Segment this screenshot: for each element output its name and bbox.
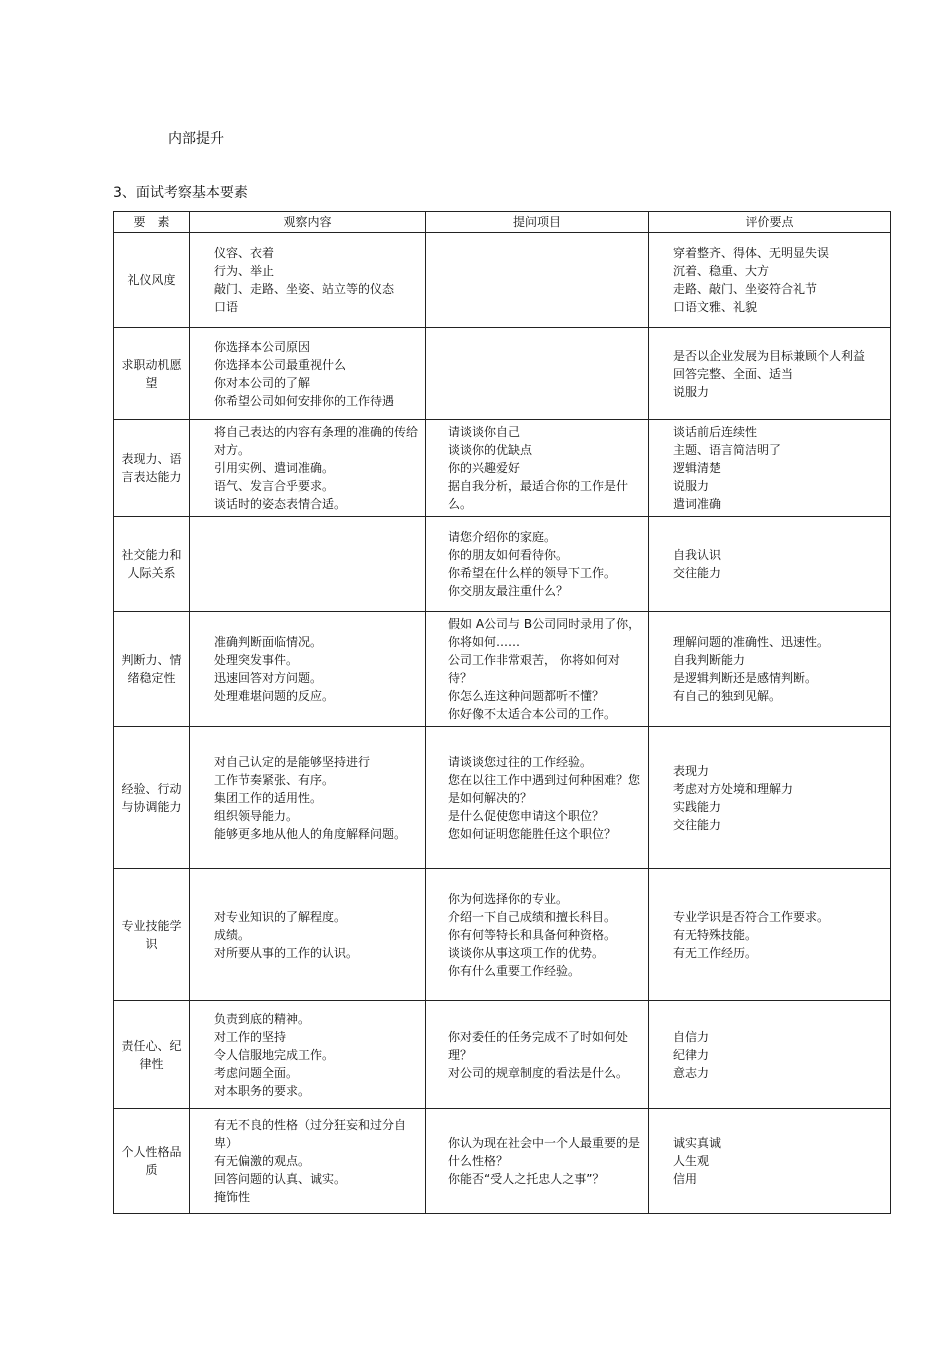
evaluation-cell <box>649 1001 891 1109</box>
observe-line: 你选择本公司最重视什么 <box>214 357 347 372</box>
observe-line: 引用实例、遣词准确。 <box>214 461 335 475</box>
table-row <box>114 869 891 1001</box>
questions-line: 你有什么重要工作经验。 <box>448 963 581 978</box>
element-label: 求职动机愿望 <box>121 357 182 390</box>
evaluation-line: 信用 <box>673 1172 698 1186</box>
observe-line: 令人信服地完成工作。 <box>214 1047 335 1062</box>
evaluation-cell <box>649 612 891 727</box>
observe-line: 对工作的坚持 <box>214 1029 287 1044</box>
evaluation-line: 有自己的独到见解。 <box>673 689 782 703</box>
evaluation-line: 考虑对方处境和理解力 <box>673 781 794 796</box>
observe-line: 对专业知识的了解程度。 <box>214 909 347 924</box>
questions-line: 公司工作非常艰苦， 你将如何对待？ <box>448 653 620 685</box>
table-header-row <box>114 212 891 233</box>
evaluation-line: 自我判断能力 <box>673 653 746 667</box>
header-questions: 提问项目 <box>426 212 649 233</box>
evaluation-line: 回答完整、全面、适当 <box>673 366 794 381</box>
observe-line: 掩饰性 <box>214 1190 251 1204</box>
evaluation-line: 有无工作经历。 <box>673 945 758 960</box>
table-body <box>114 233 891 1214</box>
observe-line: 处理突发事件。 <box>214 653 299 667</box>
element-label: 礼仪风度 <box>127 273 176 287</box>
observe-line: 对所要从事的工作的认识。 <box>214 945 359 960</box>
header-element: 要 素 <box>114 212 190 233</box>
observe-line: 将自己表达的内容有条理的准确的传给对方。 <box>214 425 419 457</box>
questions-line: 您在以往工作中遇到过何种困难？您是如何解决的？ <box>448 772 641 805</box>
element-cell <box>114 517 190 612</box>
evaluation-cell <box>649 328 891 420</box>
questions-line: 你好像不太适合本公司的工作。 <box>448 707 617 721</box>
questions-line: 你的兴趣爱好 <box>448 461 521 475</box>
table-row <box>114 233 891 328</box>
evaluation-line: 专业学识是否符合工作要求。 <box>673 909 830 924</box>
questions-line: 你有何等特长和具备何种资格。 <box>448 927 617 942</box>
questions-cell <box>426 1001 649 1109</box>
table-row <box>114 727 891 869</box>
element-cell <box>114 612 190 727</box>
observe-cell <box>190 612 426 727</box>
evaluation-line: 遣词准确 <box>673 497 722 511</box>
observe-cell <box>190 869 426 1001</box>
observe-line: 负责到底的精神。 <box>214 1011 311 1026</box>
questions-cell <box>426 1109 649 1214</box>
observe-cell <box>190 1001 426 1109</box>
questions-cell <box>426 727 649 869</box>
observe-line: 考虑问题全面。 <box>214 1065 299 1080</box>
element-label: 判断力、情绪稳定性 <box>121 653 182 685</box>
element-cell <box>114 233 190 328</box>
evaluation-line: 诚实真诚 <box>673 1136 722 1150</box>
element-cell <box>114 328 190 420</box>
header-evaluation: 评价要点 <box>649 212 891 233</box>
evaluation-line: 有无特殊技能。 <box>673 927 758 942</box>
element-label: 经验、行动与协调能力 <box>121 781 182 814</box>
observe-cell <box>190 727 426 869</box>
questions-line: 你认为现在社会中一个人最重要的是什么性格？ <box>448 1136 641 1168</box>
element-label: 表现力、语言表达能力 <box>121 452 182 484</box>
questions-cell <box>426 517 649 612</box>
observe-line: 集团工作的适用性。 <box>214 790 323 805</box>
evaluation-line: 主题、语言简洁明了 <box>673 443 782 457</box>
element-cell <box>114 1001 190 1109</box>
evaluation-line: 自信力 <box>673 1029 710 1044</box>
evaluation-line: 走路、敲门、坐姿符合礼节 <box>673 282 818 296</box>
element-cell <box>114 869 190 1001</box>
observe-line: 成绩。 <box>214 927 251 942</box>
observe-line: 你希望公司如何安排你的工作待遇 <box>214 393 395 408</box>
evaluation-line: 是逻辑判断还是感情判断。 <box>673 671 818 685</box>
table-row <box>114 612 891 727</box>
header-observe: 观察内容 <box>190 212 426 233</box>
element-cell <box>114 727 190 869</box>
evaluation-line: 说服力 <box>673 479 710 493</box>
observe-line: 工作节奏紧张、有序。 <box>214 772 335 787</box>
observe-line: 能够更多地从他人的角度解释问题。 <box>214 826 407 841</box>
observe-line: 口语 <box>214 300 239 314</box>
evaluation-line: 是否以企业发展为目标兼顾个人利益 <box>673 348 866 363</box>
observe-cell <box>190 328 426 420</box>
evaluation-cell <box>649 517 891 612</box>
table-row <box>114 517 891 612</box>
questions-line: 谈谈你从事这项工作的优势。 <box>448 945 605 960</box>
element-label: 个人性格品质 <box>121 1145 182 1177</box>
evaluation-line: 意志力 <box>673 1065 710 1080</box>
observe-line: 对本职务的要求。 <box>214 1083 311 1098</box>
evaluation-cell <box>649 420 891 517</box>
evaluation-line: 穿着整齐、得体、无明显失误 <box>673 246 830 260</box>
table-row <box>114 420 891 517</box>
questions-line: 介绍一下自己成绩和擅长科目。 <box>448 909 617 924</box>
observe-cell <box>190 517 426 612</box>
observe-line: 回答问题的认真、诚实。 <box>214 1172 347 1186</box>
questions-cell <box>426 612 649 727</box>
element-cell <box>114 420 190 517</box>
observe-line: 有无偏激的观点。 <box>214 1154 311 1168</box>
observe-line: 仪容、衣着 <box>214 246 275 260</box>
observe-line: 敲门、走路、坐姿、站立等的仪态 <box>214 282 395 296</box>
questions-line: 是什么促使您申请这个职位？ <box>448 808 605 823</box>
element-cell <box>114 1109 190 1214</box>
questions-line: 你能否“受人之托忠人之事”？ <box>448 1172 605 1186</box>
evaluation-cell <box>649 727 891 869</box>
questions-line: 对公司的规章制度的看法是什么。 <box>448 1065 629 1080</box>
element-label: 社交能力和人际关系 <box>121 548 182 580</box>
intro-text: 内部提升 <box>168 131 224 147</box>
table-row <box>114 1001 891 1109</box>
questions-cell <box>426 869 649 1001</box>
interview-elements-table <box>113 211 891 1214</box>
questions-line: 据自我分析，最适合你的工作是什么。 <box>448 479 629 511</box>
observe-line: 行为、举止 <box>214 264 275 278</box>
questions-line: 请您介绍你的家庭。 <box>448 530 557 544</box>
evaluation-cell <box>649 1109 891 1214</box>
observe-line: 组织领导能力。 <box>214 808 299 823</box>
evaluation-line: 实践能力 <box>673 799 722 814</box>
observe-line: 语气、发言合乎要求。 <box>214 479 335 493</box>
table-row <box>114 1109 891 1214</box>
questions-cell <box>426 328 649 420</box>
questions-line: 请谈谈您过往的工作经验。 <box>448 754 593 769</box>
evaluation-line: 表现力 <box>673 763 710 778</box>
questions-cell <box>426 233 649 328</box>
questions-line: 你怎么连这种问题都听不懂？ <box>448 689 605 703</box>
evaluation-line: 谈话前后连续性 <box>673 425 758 439</box>
observe-line: 谈话时的姿态表情合适。 <box>214 497 347 511</box>
evaluation-line: 逻辑清楚 <box>673 461 722 475</box>
questions-line: 请谈谈你自己 <box>448 425 521 439</box>
element-label: 责任心、纪律性 <box>121 1038 182 1071</box>
evaluation-line: 纪律力 <box>673 1047 710 1062</box>
evaluation-cell <box>649 869 891 1001</box>
observe-line: 你选择本公司原因 <box>214 339 311 354</box>
evaluation-cell <box>649 233 891 328</box>
element-label: 专业技能学识 <box>121 918 182 951</box>
evaluation-line: 理解问题的准确性、迅速性。 <box>673 635 830 649</box>
evaluation-line: 沉着、稳重、大方 <box>673 264 770 278</box>
table-row <box>114 328 891 420</box>
observe-cell <box>190 233 426 328</box>
evaluation-line: 交往能力 <box>673 566 722 580</box>
questions-line: 你希望在什么样的领导下工作。 <box>448 566 617 580</box>
observe-cell <box>190 1109 426 1214</box>
questions-line: 你交朋友最注重什么？ <box>448 584 569 598</box>
observe-cell <box>190 420 426 517</box>
questions-line: 你的朋友如何看待你。 <box>448 548 569 562</box>
questions-line: 你为何选择你的专业。 <box>448 891 569 906</box>
evaluation-line: 交往能力 <box>673 817 722 832</box>
questions-line: 您如何证明您能胜任这个职位？ <box>448 826 617 841</box>
evaluation-line: 自我认识 <box>673 548 722 562</box>
observe-line: 迅速回答对方问题。 <box>214 671 323 685</box>
observe-line: 有无不良的性格（过分狂妄和过分自卑） <box>214 1118 407 1150</box>
questions-cell <box>426 420 649 517</box>
questions-line: 谈谈你的优缺点 <box>448 443 533 457</box>
observe-line: 准确判断面临情况。 <box>214 635 323 649</box>
questions-line: 你对委任的任务完成不了时如何处理？ <box>448 1029 629 1062</box>
questions-line: 假如 A公司与 B公司同时录用了你，你将如何…… <box>448 617 641 649</box>
evaluation-line: 口语文雅、礼貌 <box>673 300 758 314</box>
section-heading: 3、面试考察基本要素 <box>113 185 248 201</box>
evaluation-line: 人生观 <box>673 1154 710 1168</box>
observe-line: 处理难堪问题的反应。 <box>214 689 335 703</box>
observe-line: 你对本公司的了解 <box>214 375 311 390</box>
evaluation-line: 说服力 <box>673 384 710 399</box>
observe-line: 对自己认定的是能够坚持进行 <box>214 754 371 769</box>
